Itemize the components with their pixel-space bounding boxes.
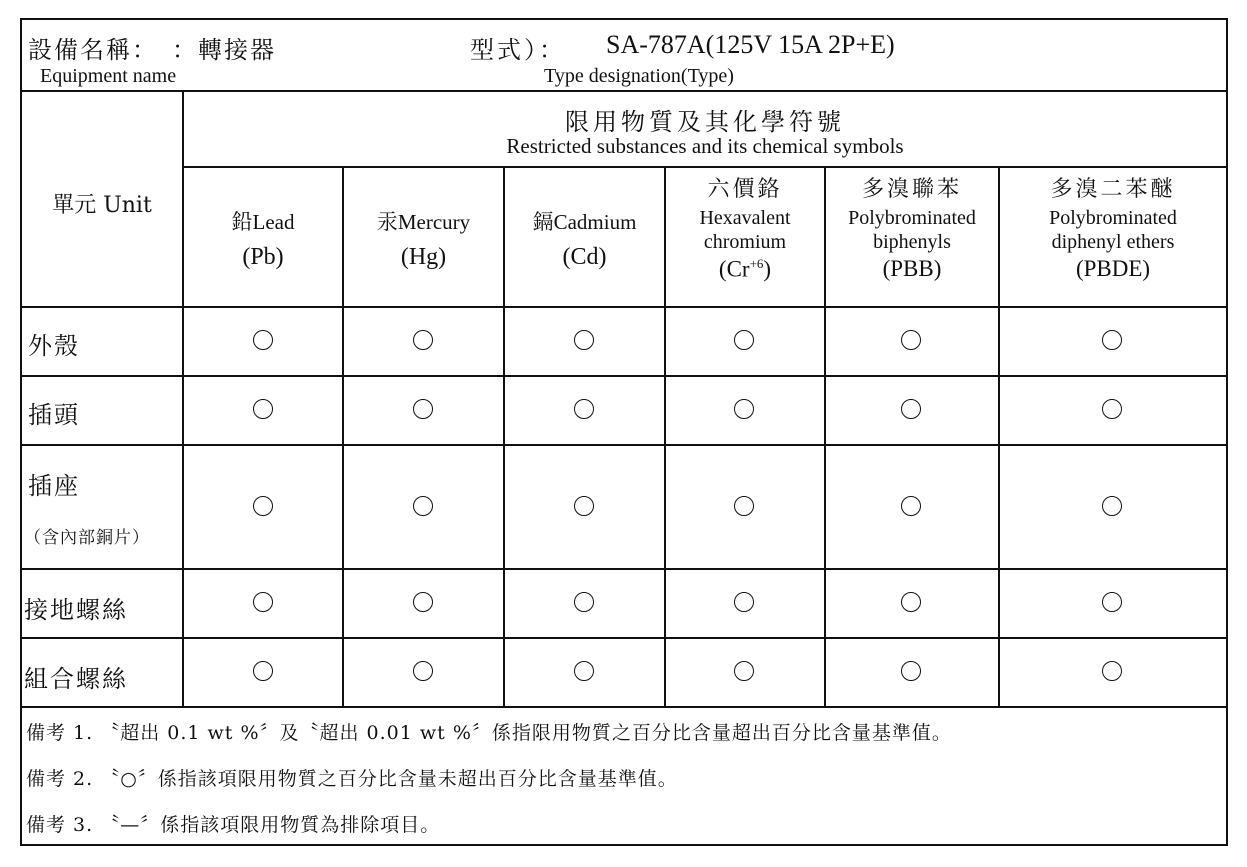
column-header-symbol <box>666 256 824 283</box>
column-header-text: chromium <box>703 231 787 253</box>
column-header-mercury <box>344 206 503 271</box>
table-cell <box>253 592 273 612</box>
divider <box>22 637 1226 639</box>
table-cell <box>253 330 273 350</box>
column-header-symbol: (PBB) <box>882 256 942 281</box>
table-cell <box>734 496 754 516</box>
column-header-symbol: (PBDE) <box>1075 256 1151 281</box>
column-header-text: 鉛Lead <box>231 210 295 234</box>
table-cell <box>901 399 921 419</box>
column-header-cadmium <box>505 206 664 271</box>
type-label-zh: 型式）： <box>470 36 566 64</box>
restricted-title-zh: 限用物質及其化學符號 <box>565 108 845 136</box>
note-1: 備考 1. 〝超出 0.1 wt %〞及〝超出 0.01 wt %〞係指限用物質之百分比含量超出百分比含量基準值。 <box>26 722 952 744</box>
type-value: SA-787A(125V 15A 2P+E) <box>606 30 895 59</box>
symbol-base: (Cr <box>718 256 750 282</box>
table-cell <box>253 661 273 681</box>
table-cell <box>413 661 433 681</box>
divider <box>184 166 1226 168</box>
symbol-superscript: +6 <box>749 256 764 271</box>
table-cell <box>901 592 921 612</box>
table-cell <box>734 661 754 681</box>
table-cell <box>1102 661 1122 681</box>
table-cell <box>901 496 921 516</box>
table-cell <box>901 330 921 350</box>
column-header-text: diphenyl ethers <box>1051 231 1175 253</box>
table-cell <box>1102 496 1122 516</box>
table-cell <box>1102 399 1122 419</box>
divider <box>22 306 1226 308</box>
column-header-hexavalent-chromium <box>666 172 824 283</box>
table-cell <box>1102 330 1122 350</box>
note-3: 備考 3. 〝—〞係指該項限用物質為排除項目。 <box>26 814 441 836</box>
table-cell <box>574 592 594 612</box>
column-header-text: 多溴聯苯 <box>861 177 962 202</box>
table-cell <box>734 399 754 419</box>
row-label: 接地螺絲 <box>24 596 128 624</box>
equipment-value: ：轉接器 <box>172 36 276 64</box>
divider <box>22 568 1226 570</box>
column-header-pbb <box>826 172 998 282</box>
column-header-text: 多溴二苯醚 <box>1050 177 1176 202</box>
row-label: 插座 <box>28 472 80 500</box>
table-cell <box>734 592 754 612</box>
column-header-text: 汞Mercury <box>376 210 471 234</box>
row-label: 插頭 <box>28 401 80 429</box>
column-header-symbol: (Hg) <box>400 244 447 270</box>
table-cell <box>574 330 594 350</box>
column-header-text: biphenyls <box>873 231 951 253</box>
column-header-symbol: (Cd) <box>562 244 607 270</box>
table-cell <box>574 399 594 419</box>
divider <box>182 90 184 706</box>
table-cell <box>413 496 433 516</box>
divider <box>22 444 1226 446</box>
table-cell <box>413 330 433 350</box>
column-header-text: 六價鉻 <box>707 177 783 202</box>
table-cell <box>734 330 754 350</box>
table-cell <box>413 592 433 612</box>
table-cell <box>901 661 921 681</box>
divider <box>22 706 1226 708</box>
column-header-lead <box>184 206 342 271</box>
unit-header: 單元 Unit <box>52 193 152 218</box>
rohs-declaration-table <box>20 18 1228 846</box>
restricted-title-en: Restricted substances and its chemical symbols <box>506 134 904 158</box>
column-header-text: Polybrominated <box>1049 207 1177 229</box>
divider <box>22 375 1226 377</box>
row-sublabel: （含內部銅片） <box>24 528 150 548</box>
column-header-pbde <box>1000 172 1226 282</box>
row-label: 組合螺絲 <box>24 665 128 693</box>
column-header-text: Hexavalent <box>699 207 791 229</box>
note-2: 備考 2. 〝○〞係指該項限用物質之百分比含量未超出百分比含量基準值。 <box>26 768 678 790</box>
column-header-text: 鎘Cadmium <box>532 210 637 234</box>
table-cell <box>413 399 433 419</box>
column-header-text: Polybrominated <box>848 207 976 229</box>
table-cell <box>1102 592 1122 612</box>
table-cell <box>574 496 594 516</box>
column-header-symbol: (Pb) <box>242 244 284 270</box>
row-label: 外殼 <box>28 332 80 360</box>
equipment-label-zh: 設備名稱： <box>28 36 158 64</box>
table-cell <box>253 399 273 419</box>
table-cell <box>253 496 273 516</box>
symbol-end: ) <box>763 256 772 282</box>
type-label-en: Type designation(Type) <box>544 65 734 87</box>
divider <box>22 90 1226 92</box>
table-cell <box>574 661 594 681</box>
equipment-label-en: Equipment name <box>40 65 177 87</box>
